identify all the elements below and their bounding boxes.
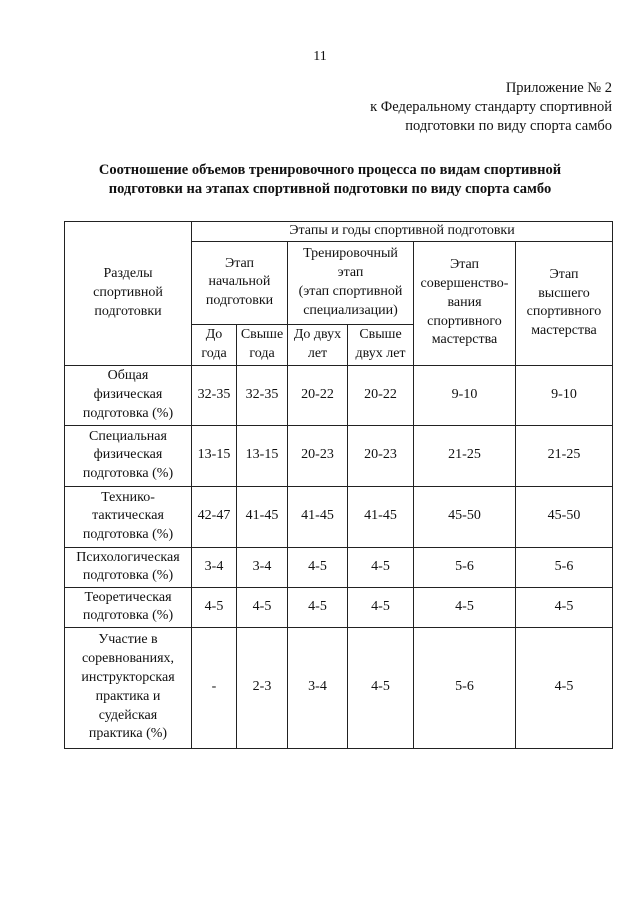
table-row — [65, 425, 613, 486]
value-cell: 20-23 — [348, 425, 414, 486]
row-label-cell: Участие в соревнованиях, инструкторская практика и судейская практика (%) — [65, 627, 192, 748]
value-cell: 4-5 — [516, 587, 613, 627]
appendix-note — [370, 79, 612, 136]
value-cell: 45-50 — [414, 486, 516, 547]
year-header-cell: Свыше года — [237, 324, 288, 365]
stages-header-cell: Этапы и годы спортивной подготовки — [192, 222, 613, 242]
value-cell: 3-4 — [192, 547, 237, 587]
title-line: Соотношение объемов тренировочного процесса по видам спортивной — [98, 162, 562, 178]
value-cell: 21-25 — [414, 425, 516, 486]
title-line: подготовки на этапах спортивной подготовки по виду спорта самбо — [108, 181, 552, 197]
value-cell: 4-5 — [288, 587, 348, 627]
value-cell: 4-5 — [192, 587, 237, 627]
table-row — [65, 486, 613, 547]
sections-header-cell: Разделы спортивной подготовки — [65, 222, 192, 366]
table-row — [65, 547, 613, 587]
value-cell: 4-5 — [348, 587, 414, 627]
value-cell: 4-5 — [288, 547, 348, 587]
page-number: 11 — [313, 49, 327, 64]
value-cell: 5-6 — [516, 547, 613, 587]
table-row — [65, 587, 613, 627]
stage-header-initial: Этап начальной подготовки — [192, 241, 288, 324]
value-cell: 32-35 — [237, 365, 288, 425]
value-cell: 13-15 — [237, 425, 288, 486]
table-header-row — [65, 222, 613, 242]
value-cell: 5-6 — [414, 627, 516, 748]
value-cell: - — [192, 627, 237, 748]
row-label-cell: Теоретическая подготовка (%) — [65, 587, 192, 627]
value-cell: 13-15 — [192, 425, 237, 486]
row-label-cell: Технико- тактическая подготовка (%) — [65, 486, 192, 547]
value-cell: 4-5 — [414, 587, 516, 627]
value-cell: 3-4 — [237, 547, 288, 587]
value-cell: 2-3 — [237, 627, 288, 748]
appendix-line: к Федеральному стандарту спортивной — [370, 99, 612, 115]
value-cell: 4-5 — [516, 627, 613, 748]
appendix-line: Приложение № 2 — [505, 80, 612, 96]
document-title — [40, 161, 620, 199]
stage-header-training: Тренировочный этап (этап спортивной специализации) — [288, 241, 414, 324]
value-cell: 4-5 — [348, 547, 414, 587]
value-cell: 41-45 — [288, 486, 348, 547]
value-cell: 20-22 — [288, 365, 348, 425]
value-cell: 5-6 — [414, 547, 516, 587]
value-cell: 4-5 — [348, 627, 414, 748]
appendix-line: подготовки по виду спорта самбо — [405, 118, 612, 134]
value-cell: 42-47 — [192, 486, 237, 547]
value-cell: 9-10 — [516, 365, 613, 425]
training-volume-table — [64, 221, 613, 749]
value-cell: 45-50 — [516, 486, 613, 547]
value-cell: 4-5 — [237, 587, 288, 627]
value-cell: 3-4 — [288, 627, 348, 748]
value-cell: 9-10 — [414, 365, 516, 425]
value-cell: 32-35 — [192, 365, 237, 425]
table-row — [65, 365, 613, 425]
value-cell: 41-45 — [237, 486, 288, 547]
stage-header-highest: Этап высшего спортивного мастерства — [516, 241, 613, 365]
value-cell: 20-23 — [288, 425, 348, 486]
stage-header-improvement: Этап совершенство- вания спортивного мастерства — [414, 241, 516, 365]
table-row — [65, 627, 613, 748]
year-header-cell: До двух лет — [288, 324, 348, 365]
value-cell: 21-25 — [516, 425, 613, 486]
year-header-cell: До года — [192, 324, 237, 365]
value-cell: 41-45 — [348, 486, 414, 547]
value-cell: 20-22 — [348, 365, 414, 425]
year-header-cell: Свыше двух лет — [348, 324, 414, 365]
row-label-cell: Психологическая подготовка (%) — [65, 547, 192, 587]
row-label-cell: Специальная физическая подготовка (%) — [65, 425, 192, 486]
row-label-cell: Общая физическая подготовка (%) — [65, 365, 192, 425]
